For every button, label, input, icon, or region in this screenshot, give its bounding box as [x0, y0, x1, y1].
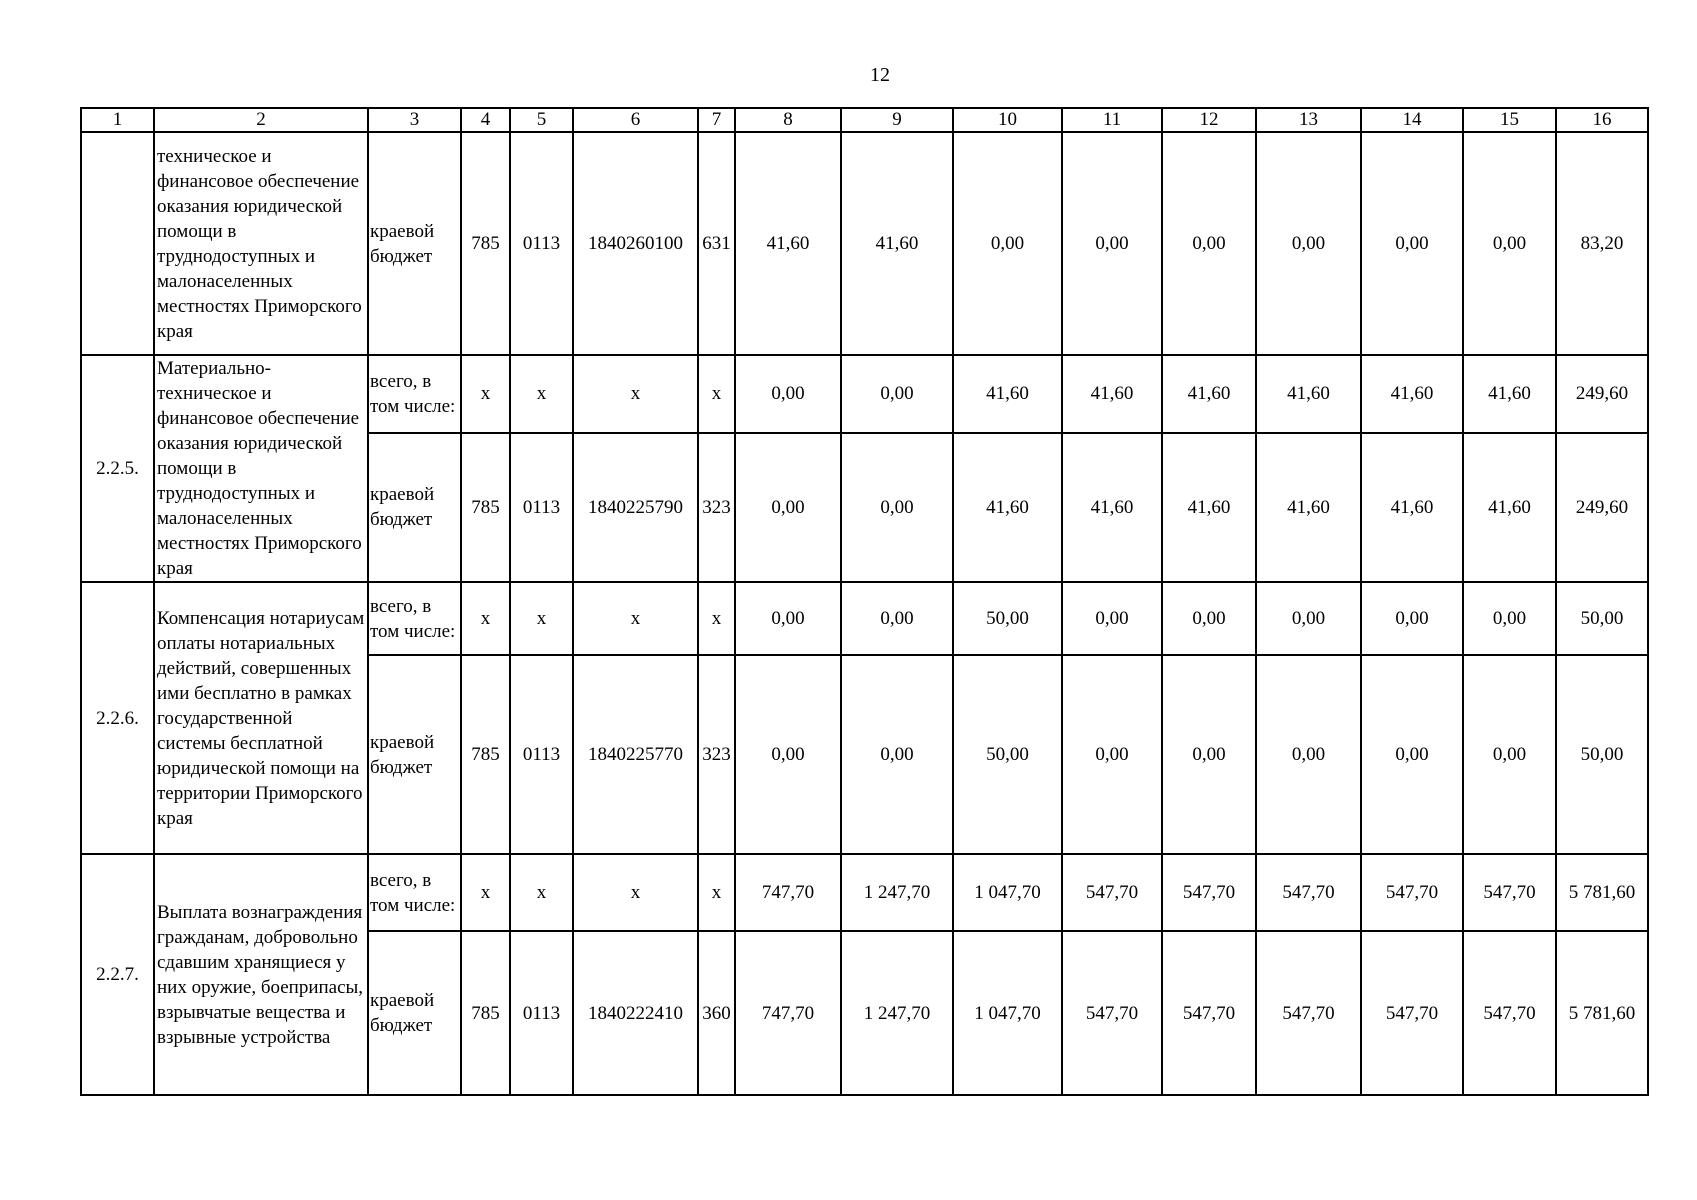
value-cell: 41,60: [1062, 355, 1162, 433]
value-cell: 0,00: [841, 655, 953, 854]
code-cell: x: [573, 582, 698, 655]
value-cell: 0,00: [1162, 582, 1256, 655]
code-cell: 785: [461, 132, 510, 355]
code-cell: 360: [698, 931, 735, 1095]
value-cell: 41,60: [1256, 355, 1361, 433]
value-cell: 41,60: [1463, 355, 1556, 433]
code-cell: 323: [698, 433, 735, 582]
value-cell: 5 781,60: [1556, 854, 1648, 931]
value-cell: 0,00: [1361, 132, 1463, 355]
code-cell: x: [510, 854, 573, 931]
code-cell: 0113: [510, 655, 573, 854]
code-cell: x: [698, 355, 735, 433]
header-cell: 7: [698, 108, 735, 132]
value-cell: 0,00: [1361, 655, 1463, 854]
budget-table: [80, 107, 1649, 1096]
funding-source: всего, в том числе:: [368, 582, 461, 655]
row-id: 2.2.5.: [81, 355, 154, 582]
value-cell: 41,60: [1162, 355, 1256, 433]
value-cell: 1 047,70: [953, 931, 1062, 1095]
header-cell: 13: [1256, 108, 1361, 132]
value-cell: 0,00: [735, 582, 841, 655]
value-cell: 41,60: [1361, 355, 1463, 433]
code-cell: 1840222410: [573, 931, 698, 1095]
funding-source: краевой бюджет: [368, 433, 461, 582]
value-cell: 50,00: [953, 582, 1062, 655]
table-row: [81, 582, 1648, 655]
value-cell: 0,00: [1361, 582, 1463, 655]
value-cell: 547,70: [1361, 854, 1463, 931]
value-cell: 547,70: [1062, 854, 1162, 931]
value-cell: 0,00: [1463, 132, 1556, 355]
value-cell: 1 047,70: [953, 854, 1062, 931]
header-row: [81, 108, 1648, 132]
header-cell: 9: [841, 108, 953, 132]
value-cell: 0,00: [1256, 582, 1361, 655]
funding-source: всего, в том числе:: [368, 355, 461, 433]
value-cell: 50,00: [1556, 582, 1648, 655]
value-cell: 0,00: [841, 355, 953, 433]
value-cell: 41,60: [735, 132, 841, 355]
value-cell: 41,60: [953, 355, 1062, 433]
value-cell: 1 247,70: [841, 931, 953, 1095]
value-cell: 547,70: [1361, 931, 1463, 1095]
value-cell: 0,00: [953, 132, 1062, 355]
value-cell: 5 781,60: [1556, 931, 1648, 1095]
table-row: [81, 854, 1648, 931]
code-cell: 323: [698, 655, 735, 854]
header-cell: 1: [81, 108, 154, 132]
value-cell: 41,60: [1062, 433, 1162, 582]
code-cell: x: [461, 582, 510, 655]
code-cell: 631: [698, 132, 735, 355]
value-cell: 547,70: [1062, 931, 1162, 1095]
value-cell: 747,70: [735, 931, 841, 1095]
value-cell: 0,00: [1062, 655, 1162, 854]
row-id: 2.2.7.: [81, 854, 154, 1095]
header-cell: 2: [154, 108, 368, 132]
funding-source: краевой бюджет: [368, 655, 461, 854]
value-cell: 41,60: [841, 132, 953, 355]
value-cell: 249,60: [1556, 433, 1648, 582]
value-cell: 41,60: [1463, 433, 1556, 582]
value-cell: 0,00: [1463, 655, 1556, 854]
funding-source: всего, в том числе:: [368, 854, 461, 931]
header-cell: 12: [1162, 108, 1256, 132]
code-cell: 785: [461, 931, 510, 1095]
row-name: техническое и финансовое обеспечение оказания юридической помощи в труднодоступных и малонаселенных местностях Приморского края: [154, 132, 368, 355]
code-cell: x: [573, 355, 698, 433]
row-name: Материально-техническое и финансовое обеспечение оказания юридической помощи в труднодоступных и малонаселенных местностях Приморского края: [154, 355, 368, 582]
row-name: Выплата вознаграждения гражданам, добровольно сдавшим хранящиеся у них оружие, боеприпасы, взрывчатые вещества и взрывные устройства: [154, 854, 368, 1095]
value-cell: 547,70: [1162, 931, 1256, 1095]
value-cell: 0,00: [735, 655, 841, 854]
table-row: [81, 132, 1648, 355]
funding-source: краевой бюджет: [368, 931, 461, 1095]
code-cell: 0113: [510, 931, 573, 1095]
value-cell: 41,60: [953, 433, 1062, 582]
value-cell: 0,00: [735, 433, 841, 582]
code-cell: x: [510, 582, 573, 655]
value-cell: 41,60: [1361, 433, 1463, 582]
value-cell: 547,70: [1256, 854, 1361, 931]
value-cell: 249,60: [1556, 355, 1648, 433]
value-cell: 547,70: [1162, 854, 1256, 931]
code-cell: 785: [461, 433, 510, 582]
funding-source: краевой бюджет: [368, 132, 461, 355]
code-cell: 785: [461, 655, 510, 854]
header-cell: 16: [1556, 108, 1648, 132]
row-id: 2.2.6.: [81, 582, 154, 854]
code-cell: x: [461, 854, 510, 931]
value-cell: 50,00: [1556, 655, 1648, 854]
row-id: [81, 132, 154, 355]
value-cell: 0,00: [841, 433, 953, 582]
header-cell: 14: [1361, 108, 1463, 132]
code-cell: 1840225770: [573, 655, 698, 854]
code-cell: 1840260100: [573, 132, 698, 355]
value-cell: 0,00: [1256, 132, 1361, 355]
value-cell: 547,70: [1463, 854, 1556, 931]
page-number: 12: [870, 64, 890, 86]
code-cell: x: [698, 582, 735, 655]
code-cell: 1840225790: [573, 433, 698, 582]
value-cell: 0,00: [1162, 655, 1256, 854]
value-cell: 0,00: [1062, 132, 1162, 355]
header-cell: 11: [1062, 108, 1162, 132]
value-cell: 0,00: [1162, 132, 1256, 355]
value-cell: 41,60: [1256, 433, 1361, 582]
value-cell: 1 247,70: [841, 854, 953, 931]
header-cell: 5: [510, 108, 573, 132]
code-cell: 0113: [510, 132, 573, 355]
header-cell: 4: [461, 108, 510, 132]
value-cell: 0,00: [735, 355, 841, 433]
value-cell: 547,70: [1256, 931, 1361, 1095]
value-cell: 83,20: [1556, 132, 1648, 355]
header-cell: 6: [573, 108, 698, 132]
table-row: [81, 355, 1648, 433]
value-cell: 747,70: [735, 854, 841, 931]
code-cell: x: [573, 854, 698, 931]
value-cell: 0,00: [1062, 582, 1162, 655]
code-cell: x: [510, 355, 573, 433]
value-cell: 0,00: [1463, 582, 1556, 655]
header-cell: 3: [368, 108, 461, 132]
value-cell: 0,00: [1256, 655, 1361, 854]
header-cell: 15: [1463, 108, 1556, 132]
code-cell: 0113: [510, 433, 573, 582]
code-cell: x: [461, 355, 510, 433]
value-cell: 50,00: [953, 655, 1062, 854]
value-cell: 547,70: [1463, 931, 1556, 1095]
row-name: Компенсация нотариусам оплаты нотариальных действий, совершенных ими бесплатно в рамках государственной системы бесплатной юридической помощи на территории Приморского края: [154, 582, 368, 854]
header-cell: 10: [953, 108, 1062, 132]
value-cell: 41,60: [1162, 433, 1256, 582]
value-cell: 0,00: [841, 582, 953, 655]
code-cell: x: [698, 854, 735, 931]
header-cell: 8: [735, 108, 841, 132]
